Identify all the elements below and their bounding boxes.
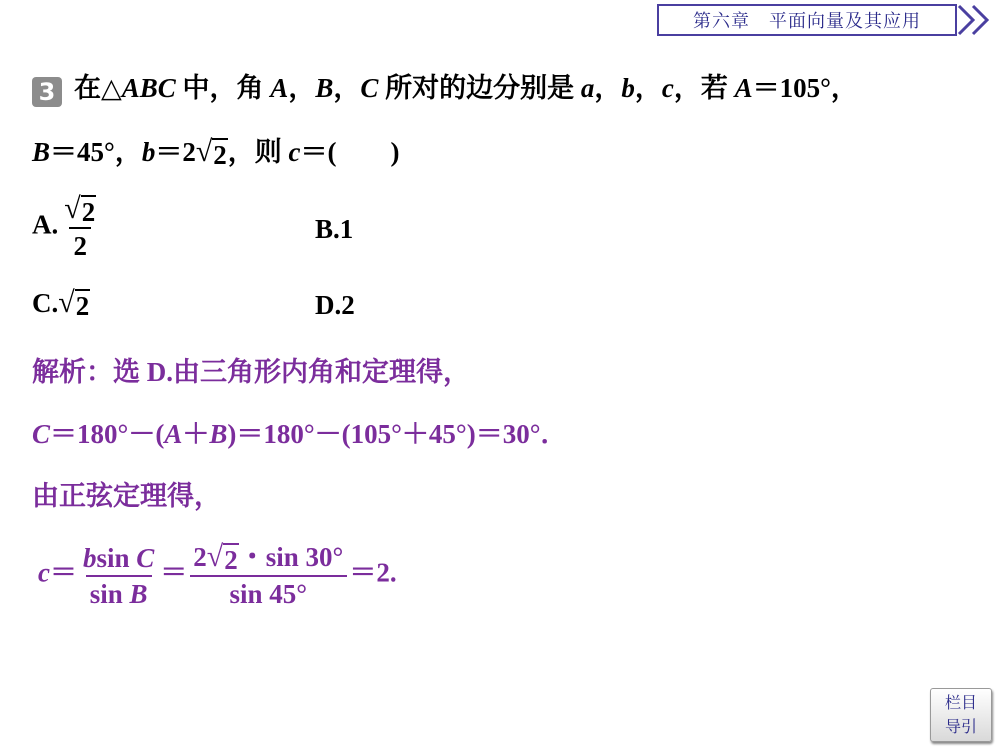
formula-fraction-1: $\frac{\text{bsin C}}{\text{sin B}}$ (82, 542, 155, 609)
formula-fraction-2: 2 √ 2 ・sin 30° sin 45° (189, 540, 347, 611)
section-nav-button[interactable]: 栏目 导引 (930, 688, 992, 742)
chapter-title-badge[interactable]: 第六章 平面向量及其应用 (657, 4, 957, 36)
question-line-2: B＝45°，b＝2 √ 2 ，则 c＝( ) (32, 135, 400, 170)
sqrt-2: √ 2 (195, 135, 227, 170)
triangle-abc: ABC (121, 73, 176, 103)
solution-line-1: 解析：选 D.由三角形内角和定理得， (32, 357, 470, 387)
option-c-sqrt: √ 2 (58, 286, 90, 321)
option-a-fraction: √ 2 2 (64, 192, 96, 261)
solution-formula: c＝ $\frac{\text{bsin C}}{\text{sin B}}$ ＝ 2 √ 2 ・sin 30° sin 45° ＝2. (38, 540, 397, 609)
option-b[interactable]: B.1 (315, 214, 354, 244)
solution-line-3: 由正弦定理得， (32, 481, 221, 511)
option-a[interactable]: A. √ 2 2 (32, 192, 102, 263)
solution-line-2: C＝180°－(A＋B)＝180°－(105°＋45°)＝30°． (32, 419, 568, 449)
option-d[interactable]: D.2 (315, 290, 355, 320)
double-chevron-right-icon[interactable] (955, 2, 999, 38)
option-c[interactable]: C. √ 2 (32, 286, 90, 321)
question-number-badge: 3 (32, 77, 62, 107)
question-line-1: 3 在△ABC 中，角 A，B，C 所对的边分别是 a，b，c，若 A＝105°， (32, 68, 858, 108)
